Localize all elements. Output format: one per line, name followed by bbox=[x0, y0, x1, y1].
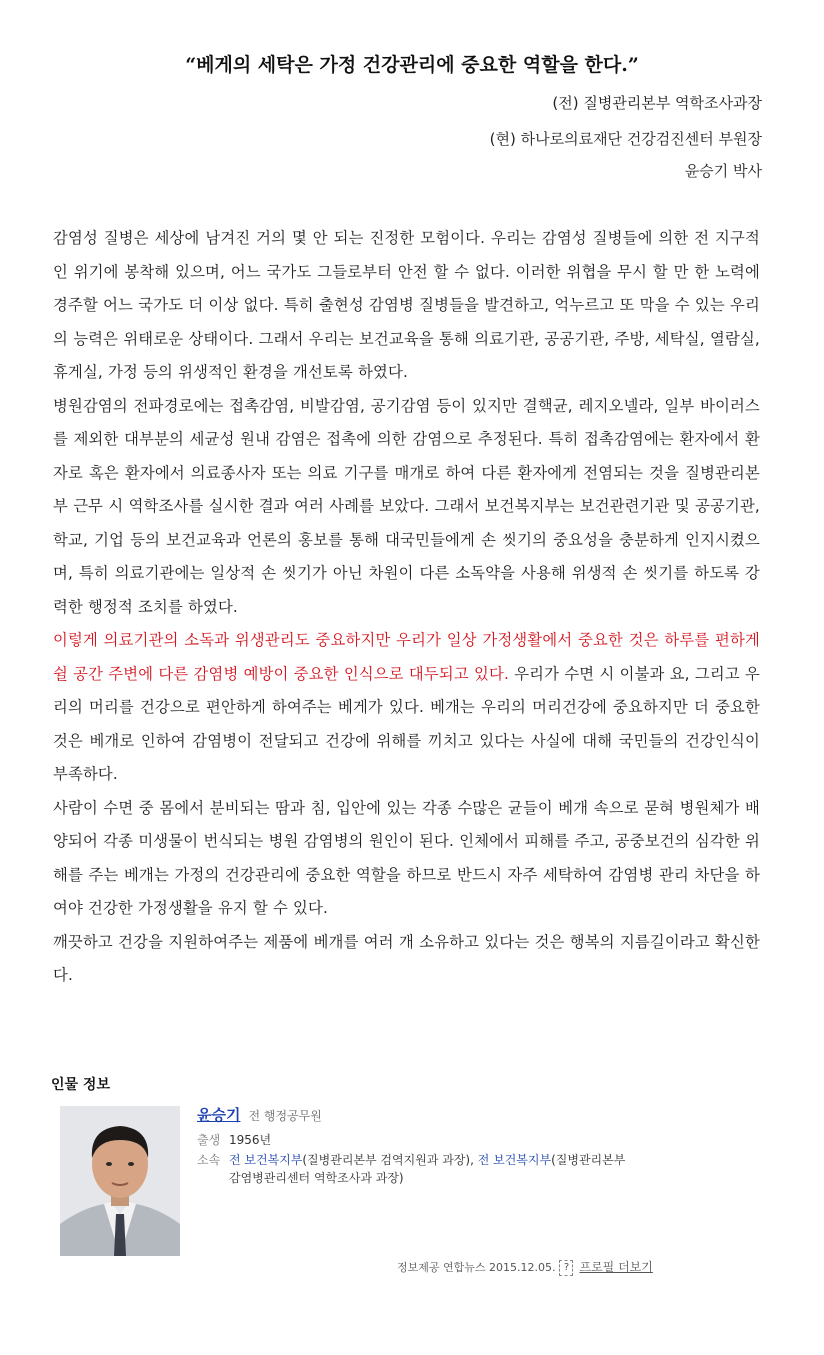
paragraph-4: 사람이 수면 중 몸에서 분비되는 땀과 침, 입안에 있는 각종 수많은 균들이 베개 속으로 묻혀 병원체가 배양되어 각종 미생물이 번식되는 병원 감염병의 원인이 된다. 인체에서 피해를 주고, 공중보건의 심각한 위해를 주는 베개는 가정의 건강관리에 중요한 역할을 하므로 반드시 자주 세탁하여 감염병 관리 차단을 하여야 건강한 가정생활을 유지 할 수 있다. bbox=[53, 798, 760, 917]
author-name: 윤승기 박사 bbox=[684, 162, 762, 180]
birth-label: 출생 bbox=[197, 1133, 221, 1147]
affiliation-text-2: (질병관리본부 bbox=[551, 1153, 626, 1167]
affiliation-link-1[interactable]: 전 보건복지부 bbox=[229, 1153, 303, 1167]
affiliation-text-1: (질병관리본부 검역지원과 과장), bbox=[302, 1153, 478, 1167]
paragraph-2: 병원감염의 전파경로에는 접촉감염, 비발감염, 공기감염 등이 있지만 결핵균, 레지오넬라, 일부 바이러스를 제외한 대부분의 세균성 원내 감염은 접촉에 의한 감염으로 추정된다. 특히 접촉감염에는 환자에서 환자로 혹은 환자에서 의료종사자 또는 의료 기구를 매개로 하여 다른 환자에게 전염되는 것을 질병관리본부 근무 시 역학조사를 실시한 결과 여러 사례를 보았다. 그래서 보건복지부는 보건관련기관 및 공공기관, 학교, 기업 등의 보건교육과 언론의 홍보를 통해 대국민들에게 손 씻기의 중요성을 충분하게 인지시켰으며, 특히 의료기관에는 일상적 손 씻기가 아닌 차원이 다른 소독약을 사용해 위생적 손 씻기를 하도록 강력한 행정적 조치를 하였다. bbox=[53, 396, 760, 616]
profile-photo bbox=[60, 1106, 180, 1256]
profile-title: 전 행정공무원 bbox=[248, 1109, 322, 1123]
profile-affiliation-row bbox=[197, 1150, 625, 1170]
affiliation-line-2: 감염병관리센터 역학조사과 과장) bbox=[229, 1171, 404, 1185]
profile-name-link[interactable]: 윤승기 bbox=[197, 1106, 241, 1124]
help-icon[interactable]: ? bbox=[559, 1260, 573, 1276]
paragraph-5: 깨끗하고 건강을 지원하여주는 제품에 베개를 여러 개 소유하고 있다는 것은 행복의 지름길이라고 확신한다. bbox=[53, 932, 760, 984]
person-portrait-icon bbox=[60, 1106, 180, 1256]
paragraph-3-rest: 우리가 수면 시 이불과 요, 그리고 우리의 머리를 건강으로 편안하게 하여주는 베게가 있다. 베개는 우리의 머리건강에 중요하지만 더 중요한 것은 베개로 인하여 감염병이 전달되고 건강에 위해를 끼치고 있다는 사실에 대해 국민들의 건강인식이 부족하다. bbox=[53, 664, 760, 783]
birth-value: 1956년 bbox=[229, 1133, 272, 1147]
affiliation-label: 소속 bbox=[197, 1153, 221, 1167]
author-former-affiliation: (전) 질병관리본부 역학조사과장 bbox=[552, 94, 762, 112]
highlighted-red-text: 이렇게 의료기관의 소독과 위생관리도 중요하지만 우리가 일상 가정생활에서 중요한 것은 하루를 편하게 쉴 공간 주변에 다른 감염병 예방이 중요한 인식으로 대두되고 있다. bbox=[53, 631, 760, 683]
source-text: 정보제공 연합뉴스 2015.12.05. bbox=[397, 1261, 556, 1274]
profile-birth-row bbox=[197, 1130, 271, 1150]
article-body bbox=[53, 222, 760, 993]
paragraph-3 bbox=[53, 624, 760, 792]
article-title: “베게의 세탁은 가정 건강관리에 중요한 역할을 한다.” bbox=[185, 54, 639, 76]
affiliation-link-2[interactable]: 전 보건복지부 bbox=[477, 1153, 552, 1167]
profile-section-header: 인물 정보 bbox=[51, 1077, 110, 1093]
author-current-affiliation: (현) 하나로의료재단 건강검진센터 부원장 bbox=[489, 130, 762, 148]
profile-more-link[interactable]: 프로필 더보기 bbox=[579, 1260, 653, 1274]
profile-source bbox=[397, 1258, 653, 1276]
paragraph-1: 감염성 질병은 세상에 남겨진 거의 몇 안 되는 진정한 모험이다. 우리는 감염성 질병들에 의한 전 지구적인 위기에 봉착해 있으며, 어느 국가도 그들로부터 안전 할 수 없다. 이러한 위협을 무시 할 만 한 노력에 경주할 어느 국가도 더 이상 없다. 특히 출현성 감염병 질병들을 발견하고, 억누르고 또 막을 수 있는 우리의 능력은 위태로운 상태이다. 그래서 우리는 보건교육을 통해 의료기관, 공공기관, 주방, 세탁실, 열람실, 휴게실, 가정 등의 위생적인 환경을 개선토록 하였다. bbox=[53, 229, 760, 381]
